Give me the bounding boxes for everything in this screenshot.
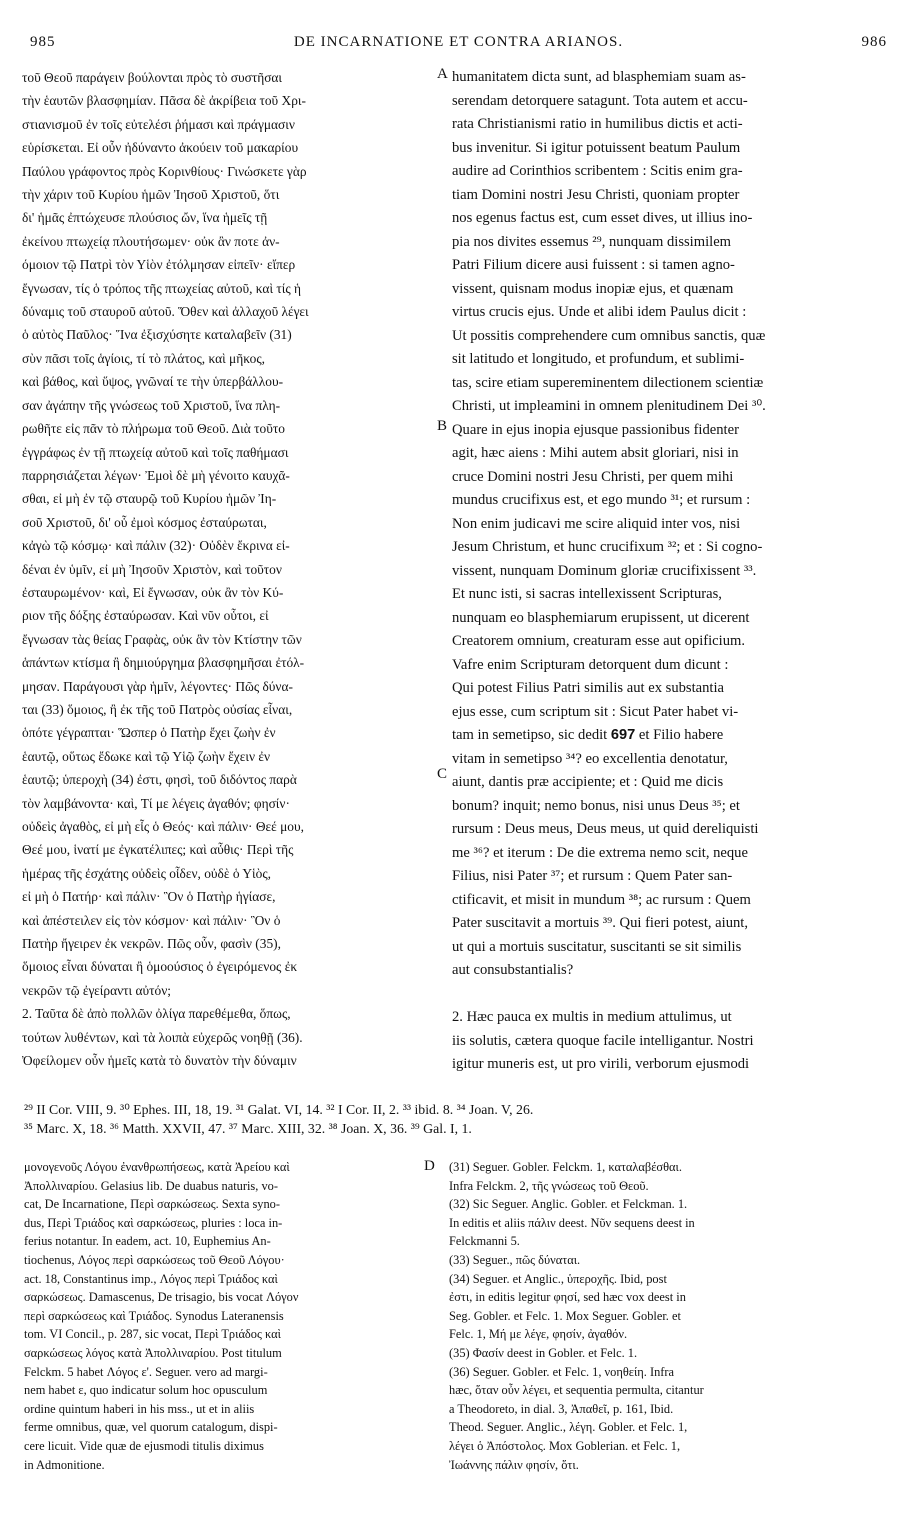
latin-text-line: Qui potest Filius Patri similis aut ex substantia	[452, 680, 725, 696]
latin-text-line: cruce Domini nostri Jesu Christi, per quem mihi	[452, 468, 734, 485]
greek-text-line: ὁπότε γέγραπται· Ὥσπερ ὁ Πατὴρ ἔχει ζωὴν ἐν	[22, 725, 276, 741]
greek-text-line: παρρησιάζεται λέγων· Ἐμοὶ δὲ μὴ γένοιτο καυχᾶ-	[22, 467, 290, 483]
note-line: ordine quintum haberi in his mss., ut et in aliis	[24, 1401, 255, 1416]
latin-text-line: sit latitudo et longitudo, et profundum, et sublimi-	[452, 351, 745, 367]
greek-text-line: ἐσταυρωμένον· καὶ, Εἰ ἔγνωσαν, οὐκ ἂν τὸν Κύ-	[22, 584, 284, 600]
greek-text-line: ἔγνωσαν, τίς ὁ τρόπος τῆς πτωχείας αὐτοῦ, καὶ τίς ἡ	[22, 280, 302, 296]
greek-text-line: ριον τῆς δόξης ἐσταύρωσαν. Καὶ νῦν οὗτοι, εἰ	[22, 608, 269, 624]
greek-text-line: ἐκείνου πτωχείᾳ πλουτήσωμεν· οὐκ ἂν ποτε ἀν-	[22, 233, 280, 249]
latin-text-line: bonum? inquit; nemo bonus, nisi unus Deus ³⁵; et	[452, 797, 740, 814]
greek-text-line: δύναμις τοῦ σταυροῦ αὐτοῦ. Ὅθεν καὶ ἀλλαχοῦ λέγει	[22, 304, 309, 320]
greek-text-line: σαν ἀγάπην τῆς γνώσεως τοῦ Χριστοῦ, ἵνα πλη-	[22, 397, 281, 413]
greek-text-line: τὴν χάριν τοῦ Κυρίου ἡμῶν Ἰησοῦ Χριστοῦ, ὅτι	[22, 187, 280, 203]
latin-text-line: Et nunc isti, si sacras intellexissent Scripturas,	[452, 586, 722, 602]
note-line: act. 18, Constantinus imp., Λόγος περὶ Τριάδος καὶ	[24, 1271, 278, 1286]
greek-text-line: εἰ μὴ ὁ Πατήρ· καὶ πάλιν· Ὃν ὁ Πατὴρ ἡγίασε,	[22, 889, 276, 905]
note-line: περὶ σαρκώσεως καὶ Τριάδος. Synodus Lateranensis	[24, 1308, 284, 1323]
greek-text-line: τὸν λαμβάνοντα· καὶ, Τί με λέγεις ἀγαθόν; φησίν·	[22, 795, 290, 811]
latin-text-line	[452, 983, 892, 1007]
latin-text-line: Creatorem omnium, creaturam esse aut opificium.	[452, 633, 745, 649]
margin-marker-a: A	[437, 66, 448, 82]
greek-text-line: ρωθῆτε εἰς πᾶν τὸ πλήρωμα τοῦ Θεοῦ. Διὰ τοῦτο	[22, 421, 285, 437]
note-line: Theod. Seguer. Anglic., λέγη. Gobler. et Felc. 1,	[449, 1420, 688, 1435]
greek-text-line: καὶ βάθος, καὶ ὕψος, γνῶναί τε τὴν ὑπερβάλλου-	[22, 374, 284, 390]
latin-text-line: ut qui a mortuis suscitatur, suscitanti se sit similis	[452, 938, 742, 955]
latin-text-line: Jesum Christum, et hunc crucifixum ³²; et : Si cogno-	[452, 539, 763, 555]
margin-marker-b: B	[437, 418, 448, 434]
latin-text-line: Patri Filium dicere ausi fuissent : si tamen agno-	[452, 257, 735, 273]
note-line: Ἀπολλιναρίου. Gelasius lib. De duabus naturis, vo-	[24, 1178, 278, 1193]
latin-text-line: tiam Domini nostri Jesu Christi, quoniam propter	[452, 186, 740, 203]
greek-text-line: κἀγὼ τῷ κόσμῳ· καὶ πάλιν (32)· Οὐδὲν ἔκρινα εἰ-	[22, 538, 290, 554]
margin-marker-d: D	[424, 1158, 435, 1174]
note-line: in Admonitione.	[24, 1457, 105, 1472]
scripture-references	[24, 1100, 894, 1138]
left-page-number: 985	[30, 34, 56, 50]
scripture-reference-line: ³⁵ Marc. X, 18. ³⁶ Matth. XXVII, 47. ³⁷ Marc. XIII, 32. ³⁸ Joan. X, 36. ³⁹ Gal. I, 1.	[24, 1121, 472, 1136]
greek-text-line: ὁ αὐτὸς Παῦλος· Ἵνα ἐξισχύσητε καταλαβεῖν (31)	[22, 327, 292, 343]
latin-text-line: serendam detorquere satagunt. Tota autem et accu-	[452, 92, 748, 109]
greek-text-line: τούτων λυθέντων, καὶ τὰ λοιπὰ εὐχερῶς νοηθῇ (36).	[22, 1029, 303, 1045]
greek-text-line: οὐδεὶς ἀγαθὸς, εἰ μὴ εἷς ὁ Θεός· καὶ πάλιν· Θεέ μου,	[22, 819, 304, 834]
latin-text-line: Filius, nisi Pater ³⁷; et rursum : Quem Pater san-	[452, 868, 733, 884]
latin-text-line: aut consubstantialis?	[452, 962, 574, 978]
latin-text-line: mundus crucifixus est, et ego mundo ³¹; et rursum :	[452, 492, 751, 508]
note-line: (35) Φασίν deest in Gobler. et Felc. 1.	[449, 1345, 638, 1360]
latin-text-line: audire ad Corinthios scribentem : Scitis enim gra-	[452, 163, 743, 179]
latin-text-line: iis solutis, cætera quoque facile intelligantur. Nostri	[452, 1032, 754, 1049]
greek-text-line: ὅμοιος εἶναι δύναται ἢ ὁμοούσιος ὁ ἐγειρόμενος ἐκ	[22, 959, 298, 975]
greek-text-line: τὴν ἑαυτῶν βλασφημίαν. Πᾶσα δὲ ἀκρίβεια τοῦ Χρι-	[22, 93, 306, 109]
greek-text-line: ἔγνωσαν τὰς θείας Γραφὰς, οὐκ ἂν τὸν Κτίστην τῶν	[22, 631, 302, 647]
note-line: In editis et aliis πάλιν deest. Νῦν sequens deest in	[449, 1215, 695, 1230]
note-line: σαρκώσεως. Damascenus, De trisagio, bis vocat Λόγον	[24, 1290, 299, 1305]
greek-text-line: νεκρῶν τῷ ἐγείραντι αὐτόν;	[22, 982, 171, 998]
latin-text-line: Ut possitis comprehendere cum omnibus sanctis, quæ	[452, 327, 766, 344]
latin-text-line: ejus esse, cum scriptum sit : Sicut Pater habet vi-	[452, 703, 739, 720]
greek-text-line: εὑρίσκεται. Εἰ οὖν ἠδύναντο ἀκούειν τοῦ μακαρίου	[22, 140, 299, 156]
greek-text-line: σοῦ Χριστοῦ, δι' οὗ ἐμοὶ κόσμος ἐσταύρωται,	[22, 514, 267, 530]
note-line: tiochenus, Λόγος περὶ σαρκώσεως τοῦ Θεοῦ Λόγου·	[24, 1252, 285, 1267]
note-line: ἐστι, in editis legitur φησί, sed hæc vox deest in	[449, 1290, 686, 1305]
greek-text-line: ἑαυτῷ; ὑπεροχὴ (34) ἐστι, φησὶ, τοῦ διδόντος παρὰ	[22, 772, 297, 788]
greek-text-line: Πατὴρ ἤγειρεν ἐκ νεκρῶν. Πῶς οὖν, φασὶν (35),	[22, 936, 281, 952]
notes-left-column	[24, 1158, 432, 1474]
greek-text-line: ἡμέρας τῆς ἐσχάτης οὐδεὶς οἶδεν, οὐδὲ ὁ Υἱὸς,	[22, 865, 271, 881]
greek-text-line: στιανισμοῦ ἐν τοῖς εὐτελέσι ῥήμασι καὶ πράγμασιν	[22, 116, 295, 132]
note-line: Felckm. 5 habet Λόγος ε'. Seguer. vero ad margi-	[24, 1364, 268, 1379]
note-line: (34) Seguer. et Anglic., ὑπεροχῆς. Ibid, post	[449, 1271, 667, 1286]
greek-text-line: Ὀφείλομεν οὖν ἡμεῖς κατὰ τὸ δυνατὸν τὴν δύναμιν	[22, 1053, 297, 1069]
scripture-reference-line: ²⁹ II Cor. VIII, 9. ³⁰ Ephes. III, 18, 19. ³¹ Galat. VI, 14. ³² I Cor. II, 2. ³³ ibid. 8. ³⁴ Joan. V, 26.	[24, 1102, 534, 1117]
note-line: μονογενοῦς Λόγου ἐνανθρωπήσεως, κατὰ Ἀρείου καὶ	[24, 1160, 290, 1174]
latin-text-line: Non enim judicavi me scire aliquid inter vos, nisi	[452, 515, 741, 532]
note-line: σαρκώσεως λόγος κατὰ Ἀπολλιναρίου. Post titulum	[24, 1345, 282, 1360]
latin-text-line: agit, hæc aiens : Mihi autem absit gloriari, nisi in	[452, 445, 739, 461]
note-line: Felckmanni 5.	[449, 1234, 520, 1249]
latin-text-line: vissent, nunquam Dominum gloriæ crucifixissent ³³.	[452, 562, 757, 579]
running-header	[30, 34, 887, 56]
greek-text-line: Παύλου γράφοντος πρὸς Κορινθίους· Γινώσκετε γὰρ	[22, 163, 307, 179]
latin-text-line: Vafre enim Scripturam detorquent dum dicunt :	[452, 656, 729, 673]
latin-text-line: bus invenitur. Si igitur potuissent beatum Paulum	[452, 139, 741, 156]
note-line: Felc. 1, Μή με λέγε, φησίν, ἀγαθόν.	[449, 1327, 628, 1342]
note-line: (36) Seguer. Gobler. et Felc. 1, νοηθείη. Infra	[449, 1364, 675, 1379]
latin-text-line: virtus crucis ejus. Unde et alibi idem Paulus dicit :	[452, 304, 747, 320]
right-page-number: 986	[861, 34, 887, 50]
latin-text-line: humanitatem dicta sunt, ad blasphemiam suam as-	[452, 69, 746, 85]
greek-text-line: σὺν πᾶσι τοῖς ἁγίοις, τί τὸ πλάτος, καὶ μῆκος,	[22, 350, 266, 366]
note-line: Seg. Gobler. et Felc. 1. Mox Seguer. Gobler. et	[449, 1308, 681, 1323]
latin-text-line: rata Christianismi ratio in humilibus dictis et acti-	[452, 116, 743, 132]
latin-text-line: nunquam eo blasphemiarum erupissent, ut dicerent	[452, 609, 750, 626]
note-line: Ἰωάννης πάλιν φησίν, ὅτι.	[449, 1457, 579, 1472]
latin-text-line: rursum : Deus meus, Deus meus, ut quid dereliquisti	[452, 821, 759, 837]
greek-text-line: ἑαυτῷ, οὕτως ἔδωκε καὶ τῷ Υἱῷ ζωὴν ἔχειν ἐν	[22, 748, 271, 764]
margin-marker-c: C	[437, 766, 448, 782]
note-line: cat, De Incarnatione, Περὶ σαρκώσεως. Sexta syno-	[24, 1197, 281, 1212]
greek-text-line: μησαν. Παράγουσι γὰρ ἡμῖν, λέγοντες· Πῶς δύνα-	[22, 678, 293, 694]
latin-text-line: Christi, ut impleamini in omnem plenitudinem Dei ³⁰.	[452, 398, 766, 414]
greek-text-line: δι' ἡμᾶς ἐπτώχευσε πλούσιος ὤν, ἵνα ἡμεῖς τῇ	[22, 210, 268, 226]
greek-text-line: σθαι, εἰ μὴ ἐν τῷ σταυρῷ τοῦ Κυρίου ἡμῶν Ἰη-	[22, 491, 277, 507]
note-line: λέγει ὁ Ἀπόστολος. Mox Goblerian. et Felc. 1,	[449, 1438, 681, 1453]
note-line: dus, Περὶ Τριάδος καὶ σαρκώσεως, pluries : loca in-	[24, 1215, 283, 1230]
note-line: (32) Sic Seguer. Anglic. Gobler. et Felckman. 1.	[449, 1197, 688, 1212]
latin-text-line: nos egenus factus est, cum esset dives, ut illius ino-	[452, 210, 753, 226]
running-title: DE INCARNATIONE ET CONTRA ARIANOS.	[293, 34, 624, 50]
greek-text-column	[22, 66, 435, 1072]
greek-text-line: 2. Ταῦτα δὲ ἀπὸ πολλῶν ὀλίγα παρεθέμεθα, ὅπως,	[22, 1006, 291, 1022]
note-line: (33) Seguer., πῶς δύναται.	[449, 1252, 581, 1267]
latin-text-line: Pater suscitavit a mortuis ³⁹. Qui fieri potest, aiunt,	[452, 915, 749, 931]
latin-text-line: pia nos divites essemus ²⁹, nunquam dissimilem	[452, 233, 732, 250]
greek-text-line: Θεέ μου, ἱνατί με ἐγκατέλιπες; καὶ αὖθις· Περὶ τῆς	[22, 842, 294, 858]
latin-text-line: tam in semetipso, sic dedit 697 et Filio habere	[452, 727, 724, 743]
note-line: nem habet ε, quo indicatur solum hoc opusculum	[24, 1383, 268, 1398]
greek-text-line: ἁπάντων κτίσμα ἢ δημιούργημα βλασφημῆσαι ἐτόλ-	[22, 655, 305, 671]
folio-number: 697	[610, 727, 636, 743]
latin-text-line: tas, scire etiam supereminentem dilectionem scientiæ	[452, 374, 764, 391]
latin-text-line: me ³⁶? et iterum : De die extrema nemo scit, neque	[452, 844, 748, 861]
latin-text-line: igitur muneris est, ut pro virili, verborum ejusmodi	[452, 1056, 750, 1072]
latin-text-column	[452, 66, 892, 1077]
note-line: (31) Seguer. Gobler. Felckm. 1, καταλαβέσθαι.	[449, 1160, 682, 1174]
greek-text-line: όμοιον τῷ Πατρὶ τὸν Υἱὸν ἐτόλμησαν εἰπεῖν· εἴπερ	[22, 257, 296, 273]
latin-text-line: 2. Hæc pauca ex multis in medium attulimus, ut	[452, 1009, 732, 1025]
note-line: tom. VI Concil., p. 287, sic vocat, Περὶ Τριάδος καὶ	[24, 1327, 281, 1342]
note-line: a Theodoreto, in dial. 3, Ἀπαθεῖ, p. 161, Ibid.	[449, 1401, 674, 1416]
greek-text-line: καὶ ἀπέστειλεν εἰς τὸν κόσμον· καὶ πάλιν· Ὃν ὁ	[22, 912, 281, 928]
greek-text-line: ἐγγράφως ἐν τῇ πτωχείᾳ αὐτοῦ καὶ τοῖς παθήμασι	[22, 444, 289, 460]
note-line: ferme omnibus, quæ, vel quorum catalogum, dispi-	[24, 1420, 278, 1435]
greek-text-line: δέναι ἐν ὑμῖν, εἰ μὴ Ἰησοῦν Χριστὸν, καὶ τοῦτον	[22, 561, 282, 577]
latin-text-line: aiunt, dantis præ accipiente; et : Quid me dicis	[452, 774, 724, 790]
note-line: Infra Felckm. 2, τῆς γνώσεως τοῦ Θεοῦ.	[449, 1178, 649, 1193]
latin-text-line: Quare in ejus inopia ejusque passionibus fidenter	[452, 421, 739, 438]
greek-text-line: ται (33) ὅμοιος, ἢ ἐκ τῆς τοῦ Πατρὸς οὐσίας εἶναι,	[22, 701, 293, 717]
note-line: hæc, ὅταν οὖν λέγει, et sequentia permulta, citantur	[449, 1383, 704, 1398]
greek-text-line: τοῦ Θεοῦ παράγειν βούλονται πρὸς τὸ συστῆσαι	[22, 70, 283, 85]
notes-right-column	[449, 1158, 892, 1474]
note-line: ferius notantur. In eadem, act. 10, Euphemius An-	[24, 1234, 271, 1249]
latin-text-line: ctificavit, et misit in mundum ³⁸; ac rursum : Quem	[452, 891, 751, 908]
note-line: cere licuit. Vide quæ de ejusmodi titulis diximus	[24, 1438, 264, 1453]
latin-text-line: vitam in semetipso ³⁴? eo excellentia denotatur,	[452, 750, 728, 767]
latin-text-line: vissent, quisnam modus inopiæ ejus, et quænam	[452, 280, 734, 297]
